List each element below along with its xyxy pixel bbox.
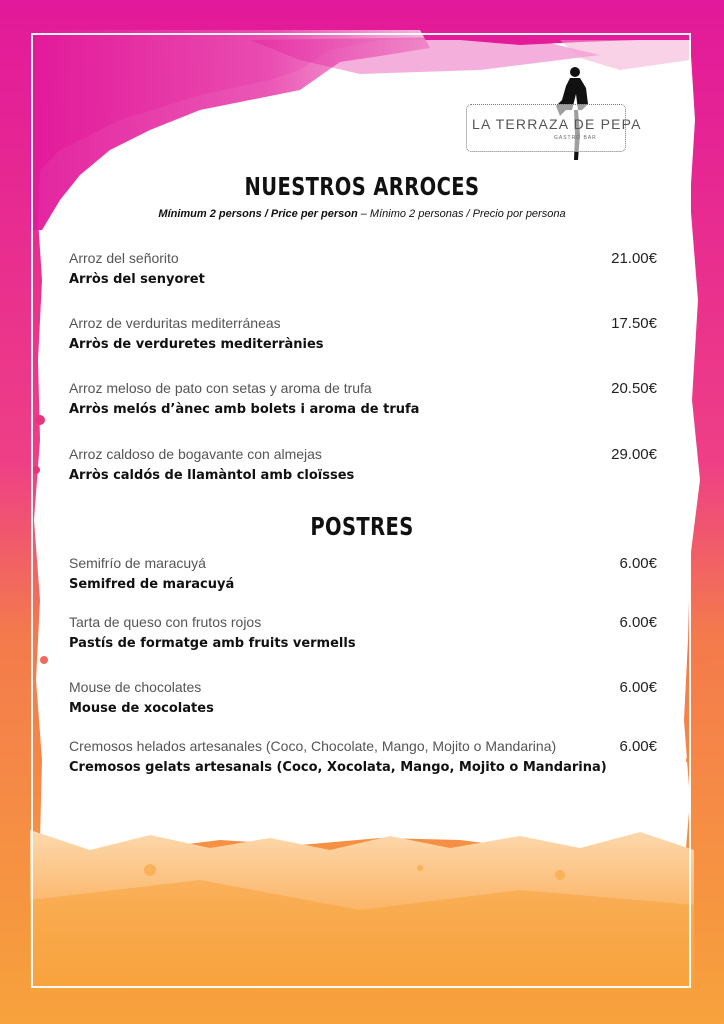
menu-item	[69, 380, 657, 418]
rice-subtitle	[0, 208, 724, 220]
item-name-es: Arroz meloso de pato con setas y aroma de trufa	[69, 380, 372, 396]
menu-item	[69, 315, 657, 353]
item-name-es: Arroz de verduritas mediterráneas	[69, 315, 281, 331]
item-price: 17.50€	[611, 315, 657, 332]
item-price: 6.00€	[619, 679, 657, 696]
section-title-desserts: POSTRES	[310, 512, 414, 541]
menu-item	[69, 250, 657, 288]
item-price: 6.00€	[619, 738, 657, 755]
item-name-ca: Mouse de xocolates	[69, 701, 214, 716]
item-name-ca: Arròs melós d’ànec amb bolets i aroma de trufa	[69, 402, 420, 417]
item-name-es: Semifrío de maracuyá	[69, 555, 206, 571]
menu-item	[69, 555, 657, 593]
item-name-ca: Arròs del senyoret	[69, 272, 205, 287]
item-name-ca: Pastís de formatge amb fruits vermells	[69, 636, 356, 651]
item-price: 21.00€	[611, 250, 657, 267]
subtitle-bold: Mínimum 2 persons / Price per person	[158, 208, 358, 220]
item-name-es: Tarta de queso con frutos rojos	[69, 614, 262, 630]
item-name-es: Mouse de chocolates	[69, 679, 202, 695]
item-name-es: Arroz caldoso de bogavante con almejas	[69, 446, 322, 462]
logo-tagline: GASTRO BAR	[554, 135, 597, 141]
menu-item	[69, 614, 657, 652]
item-name-ca: Arròs de verduretes mediterrànies	[69, 337, 324, 352]
item-price: 29.00€	[611, 446, 657, 463]
item-name-ca: Cremosos gelats artesanals (Coco, Xocolata, Mango, Mojito o Mandarina)	[69, 760, 607, 775]
item-name-es: Arroz del señorito	[69, 250, 179, 266]
logo	[466, 64, 642, 168]
menu-item	[69, 446, 657, 484]
section-title-rice: NUESTROS ARROCES	[244, 172, 480, 201]
menu-item	[69, 738, 657, 776]
item-name-ca: Arròs caldós de llamàntol amb cloïsses	[69, 468, 355, 483]
item-price: 6.00€	[619, 555, 657, 572]
menu-item	[69, 679, 657, 717]
item-name-ca: Semifred de maracuyá	[69, 577, 235, 592]
item-name-es: Cremosos helados artesanales (Coco, Chocolate, Mango, Mojito o Mandarina)	[69, 738, 557, 754]
subtitle-rest: – Mínimo 2 personas / Precio por persona	[357, 208, 566, 220]
item-price: 20.50€	[611, 380, 657, 397]
item-price: 6.00€	[619, 614, 657, 631]
logo-name: LA TERRAZA DE PEPA	[472, 116, 642, 132]
